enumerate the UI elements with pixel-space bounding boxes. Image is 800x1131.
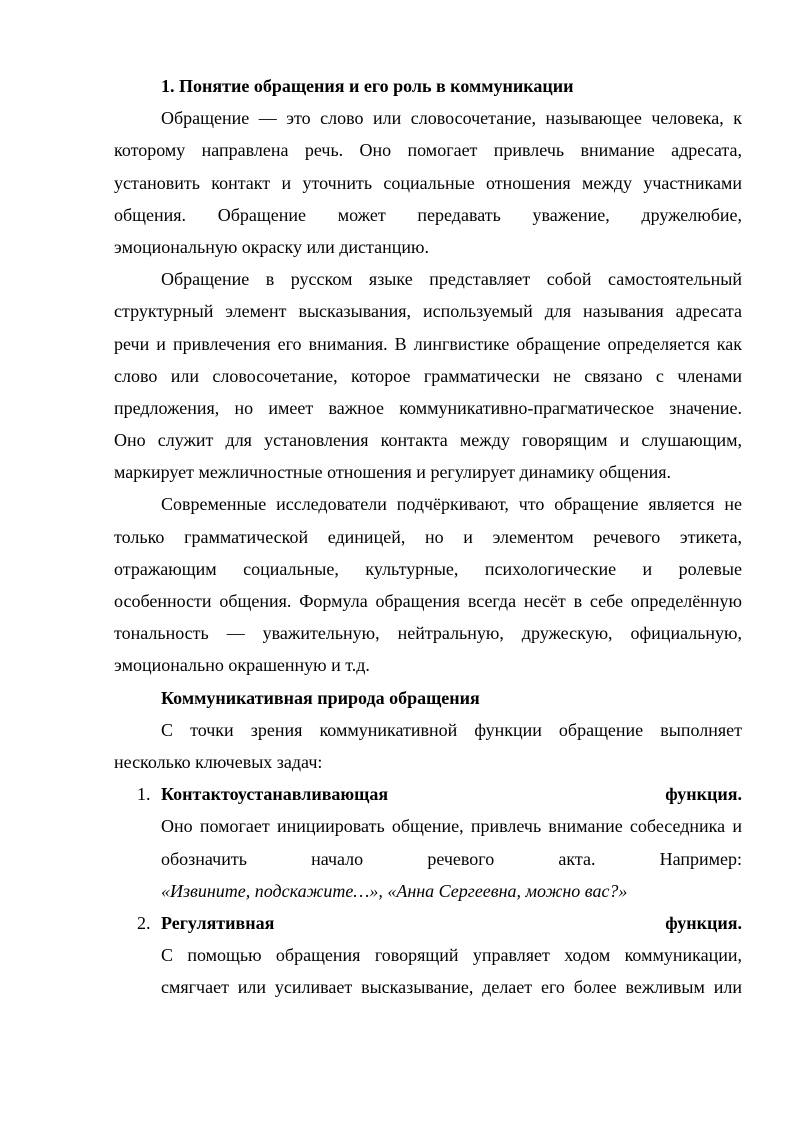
paragraph-line: предложения, но имеет важное коммуникативно-прагматическое значение.	[114, 397, 742, 418]
paragraph-line: Обращение — это слово или словосочетание, называющее человека, к	[161, 108, 742, 129]
list-item	[114, 907, 742, 1004]
list-item-line: обозначить начало речевого акта. Например:	[161, 848, 742, 869]
list-item-line: Оно помогает инициировать общение, привлечь внимание собеседника и	[161, 816, 742, 837]
paragraph-line: эмоционально окрашенную и т.д.	[114, 655, 370, 676]
list-item-line: С помощью обращения говорящий управляет ходом коммуникации,	[161, 945, 742, 966]
paragraph-line: речи и привлечения его внимания. В лингвистике обращение определяется как	[114, 333, 742, 354]
list-item-number: 1.	[137, 784, 151, 805]
list-item-title-line	[161, 907, 742, 939]
paragraph-line: только грамматической единицей, но и элементом речевого этикета,	[114, 526, 742, 547]
paragraph-line: особенности общения. Формула обращения всегда несёт в себе определённую	[114, 591, 742, 611]
list-item-title-end: функция.	[665, 784, 742, 805]
paragraph-line: эмоциональную окраску или дистанцию.	[114, 236, 429, 257]
paragraph-line: установить контакт и уточнить социальные отношения между участниками	[114, 172, 742, 193]
section-heading: 1. Понятие обращения и его роль в коммуникации	[161, 76, 574, 96]
paragraph-line: несколько ключевых задач:	[114, 751, 323, 772]
list-item-title: Контактоустанавливающая	[161, 784, 389, 805]
paragraph-line: которому направлена речь. Оно помогает привлечь внимание адресата,	[114, 140, 742, 161]
example-text: «Извините, подскажите…», «Анна Сергеевна, можно вас?»	[161, 880, 628, 901]
paragraph-line: тональность — уважительную, нейтральную, дружескую, официальную,	[114, 623, 742, 644]
paragraph-intro-list	[114, 714, 742, 778]
list-item	[114, 778, 742, 907]
list-item-example	[161, 875, 742, 907]
paragraph-line: Оно служит для установления контакта между говорящим и слушающим,	[114, 430, 742, 451]
paragraph-line: Современные исследователи подчёркивают, что обращение является не	[161, 494, 742, 515]
paragraph-line: маркирует межличностные отношения и регулирует динамику общения.	[114, 462, 671, 483]
paragraph-line: Обращение в русском языке представляет собой самостоятельный	[161, 269, 742, 290]
paragraph-research	[114, 488, 742, 681]
paragraph-line: С точки зрения коммуникативной функции обращение выполняет	[161, 719, 742, 740]
paragraph-line: структурный элемент высказывания, используемый для называния адресата	[114, 301, 742, 322]
paragraph-structure	[114, 263, 742, 488]
list-item-line: смягчает или усиливает высказывание, делает его более вежливым или	[161, 977, 742, 998]
list-item-number: 2.	[137, 912, 151, 933]
paragraph-line: общения. Обращение может передавать уважение, дружелюбие,	[114, 204, 742, 225]
list-item-title-line	[161, 778, 742, 810]
paragraph-line: отражающим социальные, культурные, психологические и ролевые	[114, 558, 742, 579]
list-item-title: Регулятивная	[161, 912, 275, 933]
list-item-title-end: функция.	[665, 912, 742, 933]
paragraph-line: слово или словосочетание, которое грамматически не связано с членами	[114, 365, 742, 386]
subsection-heading: Коммуникативная природа обращения	[161, 687, 480, 708]
paragraph-definition	[114, 102, 742, 263]
